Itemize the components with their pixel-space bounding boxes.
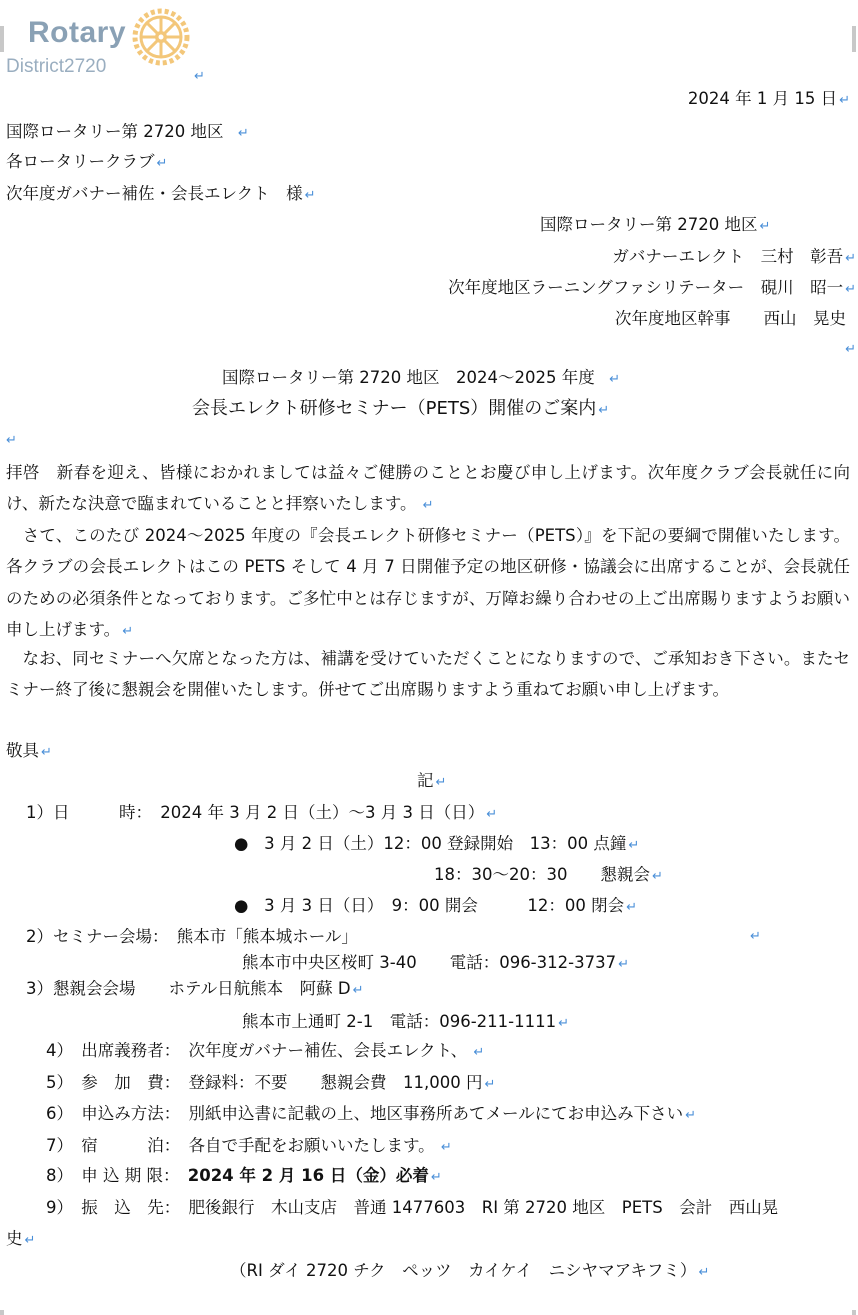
recipient-line: 次年度ガバナー補佐・会長エレクト 様 ↵ [6, 184, 316, 203]
paragraph-mark: ↵ [6, 433, 17, 448]
detail-transfer-kana: （RI ダイ 2720 チク ペッツ カイケイ ニシヤマアキフミ） ↵ [230, 1261, 710, 1280]
body-paragraph-3: なお、同セミナーへ欠席となった方は、補講を受けていただくことになりますので、ご承知おき下さい。またセミナー終了後に懇親会を開催いたします。併せてご出席賜りますよう重ねてお願い申し上げます。 [6, 649, 850, 700]
sender-line: 次年度地区ラーニングファシリテーター 硯川 昭一 ↵ [448, 278, 856, 297]
recipient-line: 国際ロータリー第 2720 地区 ↵ [6, 122, 249, 141]
detail-item-date: 1）日 時： 2024 年 3 月 2 日（土）～3 月 3 日（日） ↵ [26, 803, 498, 822]
page-title: 会長エレクト研修セミナー（PETS）開催のご案内 ↵ [192, 398, 610, 419]
logo-district: District2720 [6, 56, 107, 77]
detail-item-deadline: 8） 申 込 期 限： 2024 年 2 月 16 日（金）必着 ↵ [46, 1166, 442, 1185]
paragraph-mark: ↵ [845, 342, 856, 357]
detail-item-venue: 2）セミナー会場： 熊本市「熊本城ホール」 [26, 927, 358, 946]
paragraph-mark: ↵ [194, 69, 205, 84]
recipient-line: 各ロータリークラブ ↵ [6, 152, 168, 171]
detail-venue-address: 熊本市中央区桜町 3-40 電話：096-312-3737 ↵ [242, 953, 629, 972]
detail-item-fee: 5） 参 加 費： 登録料：不要 懇親会費 11,000 円 ↵ [46, 1073, 496, 1092]
crop-mark-top-left [0, 26, 4, 52]
letter-date: 2024 年 1 月 15 日 ↵ [687, 89, 850, 108]
detail-item-application: 6） 申込み方法： 別紙申込書に記載の上、地区事務所あてメールにてお申込み下さい ↵ [46, 1104, 697, 1123]
detail-bullet: ● 3 月 3 日（日） 9：00 開会 12：00 閉会 ↵ [234, 896, 638, 915]
crop-mark-bottom-left [0, 1310, 4, 1315]
body-paragraph-2: さて、このたび 2024～2025 年度の『会長エレクト研修セミナー（PETS）』を下記の要綱で開催いたします。各クラブの会長エレクトはこの PETS そして 4 月 7 日開催予定の地区研修・協議会に出席することが、会長就任のための必須条件となっております。ご多忙中とは存じますが、万障お繰り合わせの上ご出席賜りますようお願い申し上げます。 ↵ [6, 526, 850, 639]
bullet-icon: ● [234, 834, 249, 853]
body-paragraph-1: 拝啓 新春を迎え、皆様におかれましては益々ご健勝のこととお慶び申し上げます。次年度クラブ会長就任に向け、新たな決意で臨まれていることと拝察いたします。 ↵ [6, 463, 850, 514]
detail-bullet-continuation: 18：30～20：30 懇親会 ↵ [434, 865, 663, 884]
detail-item-lodging: 7） 宿 泊： 各自で手配をお願いいたします。 ↵ [46, 1136, 452, 1155]
detail-transfer-continuation: 史 ↵ [6, 1229, 36, 1248]
detail-item-transfer: 9） 振 込 先： 肥後銀行 木山支店 普通 1477603 RI 第 2720 地区 PETS 会計 西山晃 [46, 1198, 779, 1217]
ki-heading: 記 ↵ [417, 771, 447, 790]
sender-line: ガバナーエレクト 三村 彰吾 ↵ [612, 247, 856, 266]
crop-mark-bottom-right [852, 1310, 856, 1315]
crop-mark-top-right [852, 26, 856, 52]
detail-item-attendees: 4） 出席義務者： 次年度ガバナー補佐、会長エレクト、 ↵ [46, 1041, 485, 1060]
sender-line: 国際ロータリー第 2720 地区 ↵ [540, 215, 771, 234]
rotary-wheel-icon [130, 6, 192, 68]
detail-item-party-venue: 3）懇親会会場 ホテル日航熊本 阿蘇 D ↵ [26, 979, 364, 998]
sender-line: 次年度地区幹事 西山 晃史 [615, 309, 846, 328]
logo-brand: Rotary [28, 16, 127, 49]
detail-party-address: 熊本市上通町 2-1 電話：096-211-1111 ↵ [242, 1012, 569, 1031]
deadline-value: 2024 年 2 月 16 日（金）必着 [187, 1166, 429, 1185]
paragraph-mark: ↵ [750, 929, 761, 944]
title-line-1: 国際ロータリー第 2720 地区 2024～2025 年度 ↵ [222, 368, 621, 387]
bullet-icon: ● [234, 896, 249, 915]
detail-bullet: ● 3 月 2 日（土）12：00 登録開始 13：00 点鐘 ↵ [234, 834, 640, 853]
closing-word: 敬具 ↵ [6, 741, 52, 760]
